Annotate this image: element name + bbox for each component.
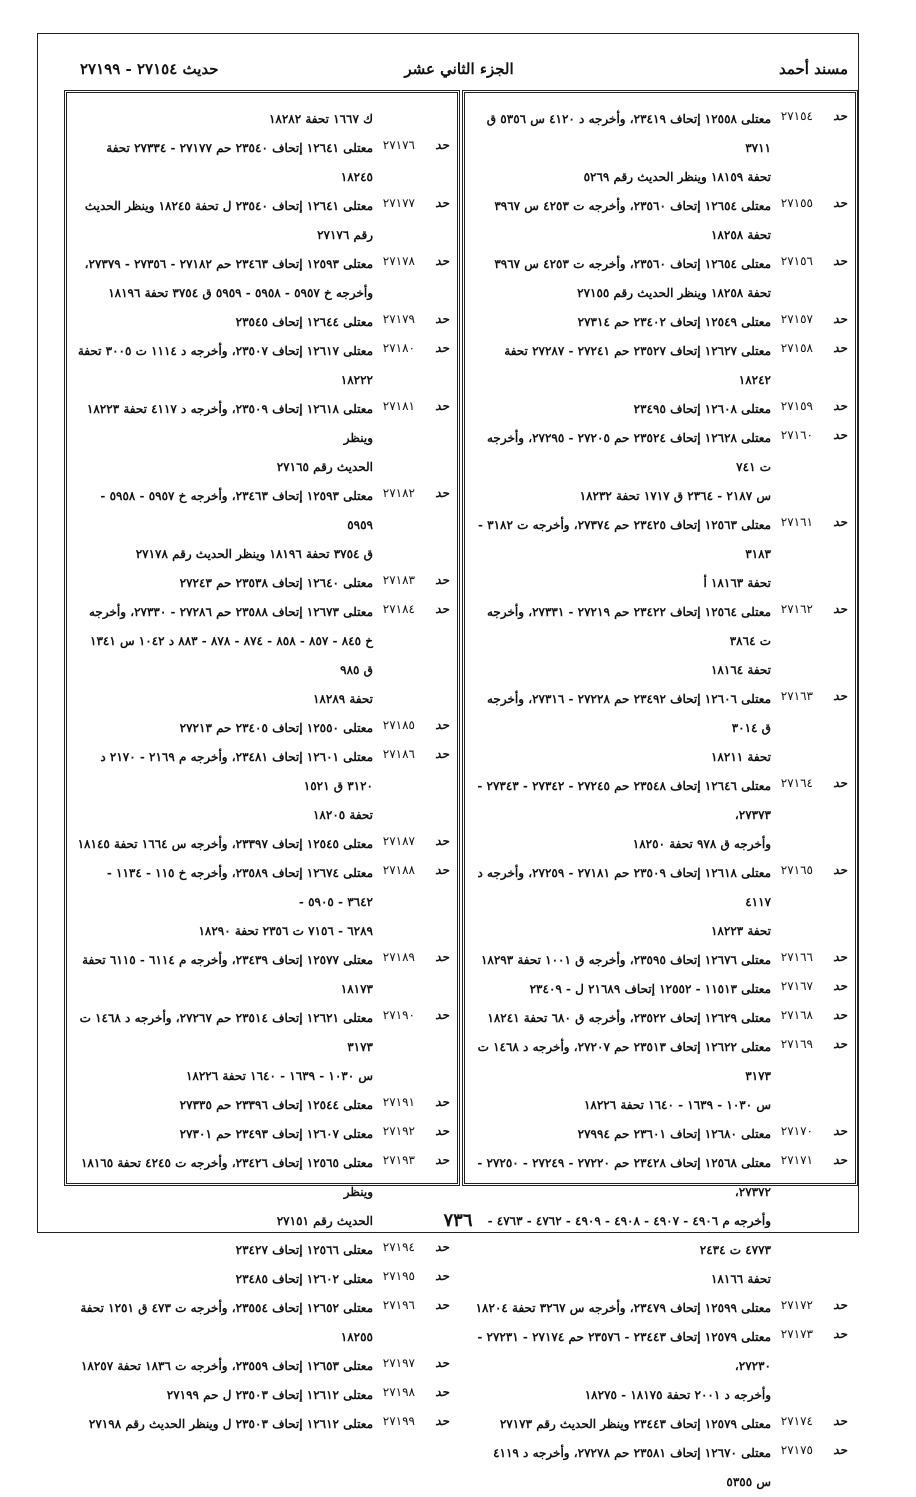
entry-text bbox=[71, 714, 373, 743]
hadith-entry bbox=[469, 1120, 847, 1149]
entry-sigla: حد bbox=[833, 1153, 847, 1167]
entry-line: رقم ٢٧١٧٦ bbox=[317, 228, 373, 242]
entry-sigla: حد bbox=[435, 573, 449, 587]
hadith-entry bbox=[469, 1439, 847, 1497]
entry-sigla: حد bbox=[833, 515, 847, 529]
entry-text bbox=[71, 743, 373, 830]
entry-line: معتلى ١٢٦٥٢ إتحاف ٢٣٥٥٤، وأخرجه ت ٤٧٣ ق ١٢٥١ تحفة ١٨٢٥٥ bbox=[80, 1301, 373, 1344]
entry-number: ٢٧١٨٩ bbox=[382, 950, 415, 964]
entry-line: تحفة ١٨٢٥٨ bbox=[710, 228, 771, 242]
entry-number: ٢٧١٩٩ bbox=[382, 1414, 415, 1428]
entry-line: معتلى ١٢٥٩٣ إتحاف ٢٣٤٦٣ حم ٢٧١٨٢ - ٢٧٣٥٦ - ٢٧٣٧٩، bbox=[84, 257, 373, 271]
entry-number: ٢٧١٧٩ bbox=[382, 312, 415, 326]
hadith-entry bbox=[71, 1004, 449, 1091]
entry-number: ٢٧١٥٩ bbox=[780, 399, 813, 413]
entry-number: ٢٧١٩٨ bbox=[382, 1385, 415, 1399]
entry-line: تحفة ١٨١٦٤ bbox=[710, 663, 771, 677]
entry-text bbox=[469, 395, 771, 424]
entry-sigla: حد bbox=[435, 1269, 449, 1283]
hadith-entry bbox=[469, 395, 847, 424]
hadith-entry bbox=[71, 714, 449, 743]
entry-line: معتلى ١١٥١٣ - ١٢٥٥٢ إتحاف ٢١٦٨٩ ل - ٢٣٤٠٩ bbox=[529, 982, 771, 996]
entry-sigla: حد bbox=[435, 254, 449, 268]
entry-line: معتلى ١٢٦٢٩ إتحاف ٢٣٥٢٢، وأخرجه ق ٦٨٠ تحفة ١٨٢٤١ bbox=[487, 1011, 771, 1025]
entry-sigla: حد bbox=[435, 486, 449, 500]
entry-line: معتلى ١٢٥٥٠ إتحاف ٢٣٤٠٥ حم ٢٧٢١٣ bbox=[179, 721, 373, 735]
entry-text bbox=[469, 685, 771, 772]
hadith-entry bbox=[71, 250, 449, 308]
entry-sigla: حد bbox=[833, 602, 847, 616]
entry-number: ٢٧١٧٧ bbox=[382, 196, 415, 210]
hadith-entry bbox=[71, 1294, 449, 1352]
entry-line: معتلى ١٢٦١٢ إتحاف ٢٣٥٠٣ ل حم ٢٧١٩٩ bbox=[166, 1388, 373, 1402]
hadith-entry bbox=[469, 192, 847, 250]
entry-line: معتلى ١٢٦٢١ إتحاف ٢٣٥١٤ حم ٢٧٢٦٧، وأخرجه د ١٤٦٨ ت ٣١٧٣ bbox=[79, 1011, 373, 1054]
entry-sigla: حد bbox=[435, 950, 449, 964]
hadith-entry bbox=[71, 1236, 449, 1265]
entry-line: معتلى ١٢٥٦٥ إتحاف ٢٣٤٢٦، وأخرجه ت ٤٢٤٥ تحفة ١٨١٦٥ وينظر bbox=[80, 1156, 373, 1199]
entry-line: معتلى ١٢٦٧٦ إتحاف ٢٣٥٩٥، وأخرجه ق ١٠٠١ تحفة ١٨٢٩٣ bbox=[480, 953, 771, 967]
entry-line: معتلى ١٢٥٧٩ إتحاف ٢٣٤٤٣ وينظر الحديث رقم ٢٧١٧٣ bbox=[499, 1417, 771, 1431]
entry-text bbox=[71, 337, 373, 395]
entry-text bbox=[71, 395, 373, 482]
hadith-entry bbox=[71, 859, 449, 946]
hadith-range: حديث ٢٧١٥٤ - ٢٧١٩٩ bbox=[80, 60, 219, 78]
entry-line: معتلى ١٢٦٢٢ إتحاف ٢٣٥١٣ حم ٢٧٢٠٧، وأخرجه د ١٤٦٨ ت ٣١٧٣ bbox=[477, 1040, 771, 1083]
entry-text bbox=[71, 192, 373, 250]
hadith-entry bbox=[469, 250, 847, 308]
entry-line: معتلى ١٢٥٧٧ إتحاف ٢٣٤٣٩، وأخرجه م ٦١١٤ - ٦١١٥ تحفة ١٨١٧٣ bbox=[82, 953, 373, 996]
entry-line: تحفة ١٨٢٥٨ وينظر الحديث رقم ٢٧١٥٥ bbox=[577, 286, 771, 300]
entry-text bbox=[469, 946, 771, 975]
entry-line: ق ٣٧٥٤ تحفة ١٨١٩٦ وينظر الحديث رقم ٢٧١٧٨ bbox=[135, 547, 373, 561]
entry-text bbox=[71, 946, 373, 1004]
entry-number: ٢٧١٩٦ bbox=[382, 1298, 415, 1312]
entry-line: معتلى ١٢٥٦٨ إتحاف ٢٣٤٢٨ حم ٢٧٢٢٠ - ٢٧٢٤٩ - ٢٧٢٥٠ - ٢٧٣٧٢، bbox=[477, 1156, 771, 1199]
entry-number: ٢٧١٧٠ bbox=[780, 1124, 813, 1138]
hadith-entry bbox=[71, 830, 449, 859]
hadith-entry bbox=[469, 511, 847, 598]
right-column bbox=[462, 90, 858, 1489]
hadith-entry bbox=[71, 308, 449, 337]
entry-line: معتلى ١٢٦٠٧ إتحاف ٢٣٤٩٣ حم ٢٧٣٠١ bbox=[179, 1127, 373, 1141]
entry-line: ٦٢٨٩ - ٧١٥٦ ت ٢٣٥٦ تحفة ١٨٢٩٠ bbox=[198, 924, 373, 938]
entry-line: معتلى ١٢٦١٨ إتحاف ٢٣٥٠٩ حم ٢٧١٨١ - ٢٧٢٥٩، وأخرجه د ٤١١٧ bbox=[477, 866, 771, 909]
entry-number: ٢٧١٦١ bbox=[780, 515, 813, 529]
entry-sigla: حد bbox=[833, 1327, 847, 1341]
hadith-entry bbox=[71, 395, 449, 482]
entry-line: وأخرجه د ٢٠٠١ تحفة ١٨١٧٥ - ١٨٢٧٥ bbox=[584, 1388, 771, 1402]
entry-number: ٢٧١٦٥ bbox=[780, 863, 813, 877]
entry-number: ٢٧١٨٢ bbox=[382, 486, 415, 500]
entry-number: ٢٧١٩١ bbox=[382, 1095, 415, 1109]
entry-line: معتلى ١٢٦٠٨ إتحاف ٢٣٤٩٥ bbox=[633, 402, 771, 416]
entry-line: تحفة ١٨٢٢٣ bbox=[710, 924, 771, 938]
entry-number: ٢٧١٥٧ bbox=[780, 312, 813, 326]
entry-line: معتلى ١٢٥٦٤ إتحاف ٢٣٤٢٢ حم ٢٧٢١٩ - ٢٧٣٣١، وأخرجه ت ٣٨٦٤ bbox=[487, 605, 771, 648]
entry-text bbox=[71, 1294, 373, 1352]
entry-line: تحفة ١٨١٥٩ وينظر الحديث رقم ٥٢٦٩ bbox=[583, 170, 771, 184]
entry-sigla: حد bbox=[833, 689, 847, 703]
entry-line: معتلى ١٢٦٠٦ إتحاف ٢٣٤٩٢ حم ٢٧٢٢٨ - ٢٧٣١٦، وأخرجه ق ٣٠١٤ bbox=[487, 692, 771, 735]
hadith-entry bbox=[469, 337, 847, 395]
entry-text bbox=[469, 975, 771, 1004]
entry-number: ٢٧١٧٦ bbox=[382, 138, 415, 152]
hadith-entry bbox=[469, 598, 847, 685]
hadith-entry bbox=[71, 1091, 449, 1120]
hadith-entry bbox=[469, 1323, 847, 1410]
hadith-entry bbox=[71, 946, 449, 1004]
hadith-entry bbox=[71, 482, 449, 569]
entry-line: معتلى ١٢٦٠١ إتحاف ٢٣٤٨١، وأخرجه م ٢١٦٩ - ٢١٧٠ د ٣١٢٠ ق ١٥٢١ bbox=[100, 750, 373, 793]
entry-text bbox=[469, 337, 771, 395]
entry-line: معتلى ١٢٦٧٤ إتحاف ٢٣٥٨٩، وأخرجه خ ١١٥ - ١١٣٤ - ٣٦٤٢ - ٥٩٠٥ - bbox=[106, 866, 373, 909]
entry-sigla: حد bbox=[435, 138, 449, 152]
entry-sigla: حد bbox=[833, 776, 847, 790]
entry-number: ٢٧١٨٤ bbox=[382, 602, 415, 616]
entry-number: ٢٧١٧٨ bbox=[382, 254, 415, 268]
entry-text bbox=[469, 250, 771, 308]
entry-number: ٢٧١٩٤ bbox=[382, 1240, 415, 1254]
entry-sigla: حد bbox=[435, 1240, 449, 1254]
entry-text bbox=[71, 569, 373, 598]
hadith-entry bbox=[71, 743, 449, 830]
hadith-entry bbox=[469, 1033, 847, 1120]
entry-text bbox=[469, 192, 771, 250]
hadith-entry bbox=[469, 105, 847, 192]
entry-number: ٢٧١٨٣ bbox=[382, 573, 415, 587]
entry-number: ٢٧١٨٧ bbox=[382, 834, 415, 848]
page-number: ٧٣٦ bbox=[443, 1210, 473, 1231]
hadith-entry bbox=[71, 1410, 449, 1439]
entry-line: معتلى ١٢٥٥٨ إتحاف ٢٣٤١٩، وأخرجه د ٤١٢٠ س ٥٣٥٦ ق ٣٧١١ bbox=[486, 112, 771, 155]
entry-text bbox=[469, 308, 771, 337]
entry-text bbox=[469, 511, 771, 598]
entry-number: ٢٧١٩٠ bbox=[382, 1008, 415, 1022]
entry-line: وأخرجه م ٤٩٠٦ - ٤٩٠٧ - ٤٩٠٨ - ٤٩٠٩ - ٤٧٦٢ - ٤٧٦٣ - ٤٧٧٣ ت ٢٤٣٤ bbox=[487, 1214, 771, 1257]
entry-sigla: حد bbox=[833, 428, 847, 442]
entry-line: معتلى ١٢٦٤٦ إتحاف ٢٣٥٤٨ حم ٢٧٢٤٥ - ٢٧٣٤٢ - ٢٧٣٤٣ - ٢٧٣٧٣، bbox=[477, 779, 771, 822]
entry-number: ٢٧١٩٥ bbox=[382, 1269, 415, 1283]
entry-sigla: حد bbox=[435, 1414, 449, 1428]
entry-sigla: حد bbox=[435, 718, 449, 732]
entry-line: الحديث رقم ٢٧١٥١ bbox=[276, 1214, 373, 1228]
entry-sigla: حد bbox=[435, 747, 449, 761]
entry-sigla: حد bbox=[435, 1124, 449, 1138]
entry-number: ٢٧١٥٦ bbox=[780, 254, 813, 268]
entry-number: ٢٧١٥٤ bbox=[780, 109, 813, 123]
entry-line: معتلى ١٢٥٩٩ إتحاف ٢٣٤٧٩، وأخرجه س ٣٢٦٧ تحفة ١٨٢٠٤ bbox=[475, 1301, 771, 1315]
entry-line: تحفة ١٨٢٠٥ bbox=[312, 808, 373, 822]
hadith-entry bbox=[469, 1410, 847, 1439]
entry-sigla: حد bbox=[435, 1298, 449, 1312]
entry-number: ٢٧١٧٢ bbox=[780, 1298, 813, 1312]
entry-number: ٢٧١٩٢ bbox=[382, 1124, 415, 1138]
entry-number: ٢٧١٧١ bbox=[780, 1153, 813, 1167]
entry-line: الحديث رقم ٢٧١٦٥ bbox=[276, 460, 373, 474]
entry-text bbox=[469, 105, 771, 192]
hadith-entry bbox=[469, 1004, 847, 1033]
entry-sigla: حد bbox=[833, 1298, 847, 1312]
entry-sigla: حد bbox=[435, 602, 449, 616]
hadith-entry bbox=[469, 308, 847, 337]
entry-number: ٢٧١٩٣ bbox=[382, 1153, 415, 1167]
entry-line: معتلى ١٢٦٤٤ إتحاف ٢٣٥٤٥ bbox=[235, 315, 373, 329]
entry-line: معتلى ١٢٥٩٣ إتحاف ٢٣٤٦٣، وأخرجه خ ٥٩٥٧ - ٥٩٥٨ - ٥٩٥٩ bbox=[100, 489, 373, 532]
entry-text bbox=[71, 859, 373, 946]
entry-line: معتلى ١٢٥٧٩ إتحاف ٢٣٤٤٣ - ٢٣٥٧٦ حم ٢٧١٧٤ - ٢٧٢٣١ - ٢٧٢٣٠، bbox=[477, 1330, 771, 1373]
entry-sigla: حد bbox=[833, 863, 847, 877]
entry-line: معتلى ١٢٦٤٠ إتحاف ٢٣٥٣٨ حم ٢٧٢٤٣ bbox=[179, 576, 373, 590]
hadith-entry bbox=[71, 1120, 449, 1149]
entry-sigla: حد bbox=[435, 1356, 449, 1370]
hadith-entry bbox=[71, 1381, 449, 1410]
entry-line: معتلى ١٢٦٥٣ إتحاف ٢٣٥٥٩، وأخرجه ت ١٨٣٦ تحفة ١٨٢٥٧ bbox=[80, 1359, 373, 1373]
entry-line: س ١٠٣٠ - ١٦٣٩ - ١٦٤٠ تحفة ١٨٢٢٦ bbox=[185, 1069, 373, 1083]
entry-number: ٢٧١٥٥ bbox=[780, 196, 813, 210]
entry-sigla: حد bbox=[833, 979, 847, 993]
entry-text bbox=[469, 1439, 771, 1497]
right-column-entries bbox=[465, 93, 855, 1497]
book-title: مسند أحمد bbox=[778, 60, 848, 78]
entry-text bbox=[469, 859, 771, 946]
entry-text bbox=[469, 772, 771, 859]
hadith-entry bbox=[469, 1294, 847, 1323]
hadith-entry bbox=[469, 424, 847, 511]
entry-sigla: حد bbox=[435, 1008, 449, 1022]
hadith-entry bbox=[71, 598, 449, 714]
entry-sigla: حد bbox=[435, 1095, 449, 1109]
entry-line: معتلى ١٢٦٥٤ إتحاف ٢٣٥٦٠، وأخرجه ت ٤٢٥٣ س ٣٩٦٧ bbox=[494, 257, 771, 271]
entry-line: معتلى ١٢٦٤١ إتحاف ٢٣٥٤٠ حم ٢٧١٧٧ - ٢٧٣٣٤ تحفة ١٨٢٤٥ bbox=[106, 141, 373, 184]
entry-number: ٢٧١٧٤ bbox=[780, 1414, 813, 1428]
entry-text bbox=[469, 1294, 771, 1323]
entry-line: تحفة ١٨٢٨٩ bbox=[312, 692, 373, 706]
entry-line: س ١٠٣٠ - ١٦٣٩ - ١٦٤٠ تحفة ١٨٢٢٦ bbox=[583, 1098, 771, 1112]
entry-sigla: حد bbox=[435, 196, 449, 210]
hadith-entry bbox=[469, 685, 847, 772]
entry-line: معتلى ١٢٥٤٤ إتحاف ٢٣٣٩٦ حم ٢٧٣٣٥ bbox=[179, 1098, 373, 1112]
entry-text bbox=[469, 424, 771, 511]
entry-line: معتلى ١٢٦٨٠ إتحاف ٢٣٦٠١ حم ٢٧٩٩٤ bbox=[577, 1127, 771, 1141]
entry-text bbox=[71, 250, 373, 308]
entry-sigla: حد bbox=[833, 341, 847, 355]
page-header bbox=[70, 60, 848, 88]
hadith-entry bbox=[469, 772, 847, 859]
entry-number: ٢٧١٦٤ bbox=[780, 776, 813, 790]
entry-line: معتلى ١٢٦٧٠ إتحاف ٢٣٥٨١ حم ٢٧٢٧٨، وأخرجه د ٤١١٩ س ٥٣٥٥ bbox=[493, 1446, 771, 1489]
entry-line: تحفة ١٨٢١١ bbox=[710, 750, 771, 764]
entry-sigla: حد bbox=[435, 1385, 449, 1399]
entry-text bbox=[469, 1004, 771, 1033]
entry-line: وأخرجه ق ٩٧٨ تحفة ١٨٢٥٠ bbox=[632, 837, 771, 851]
entry-line: معتلى ١٢٦٥٤ إتحاف ٢٣٥٦٠، وأخرجه ت ٤٢٥٣ س ٣٩٦٧ bbox=[494, 199, 771, 213]
entry-line: معتلى ١٢٥٤٥ إتحاف ٢٣٣٩٧، وأخرجه س ١٦٦٤ تحفة ١٨١٤٥ bbox=[77, 837, 373, 851]
entry-line: معتلى ١٢٦١٨ إتحاف ٢٣٥٠٩، وأخرجه د ٤١١٧ تحفة ١٨٢٢٣ وينظر bbox=[86, 402, 373, 445]
entry-line: تحفة ١٨١٦٣ أ bbox=[703, 576, 771, 590]
entry-text bbox=[71, 1352, 373, 1381]
entry-line: معتلى ١٢٦٢٨ إتحاف ٢٣٥٢٤ حم ٢٧٢٠٥ - ٢٧٢٩٥، وأخرجه ت ٧٤١ bbox=[487, 431, 771, 474]
entry-line: معتلى ١٢٦٧٣ إتحاف ٢٣٥٨٨ حم ٢٧٢٨٦ - ٢٧٣٣٠، وأخرجه bbox=[89, 605, 373, 619]
entry-line: س ٢١٨٧ - ٢٣٦٤ ق ١٧١٧ تحفة ١٨٢٣٢ bbox=[579, 489, 771, 503]
hadith-entry bbox=[469, 859, 847, 946]
entry-sigla: حد bbox=[435, 1153, 449, 1167]
entry-number: ٢٧١٦٦ bbox=[780, 950, 813, 964]
entry-line: معتلى ١٢٥٤٩ إتحاف ٢٣٤٠٢ حم ٢٧٣١٤ bbox=[577, 315, 771, 329]
entry-line: تحفة ١٨١٦٦ bbox=[710, 1272, 771, 1286]
hadith-entry bbox=[71, 1352, 449, 1381]
entry-sigla: حد bbox=[833, 1124, 847, 1138]
entry-line: وأخرجه خ ٥٩٥٧ - ٥٩٥٨ - ٥٩٥٩ ق ٣٧٥٤ تحفة ١٨١٩٦ bbox=[108, 286, 373, 300]
entry-sigla: حد bbox=[833, 1037, 847, 1051]
entry-sigla: حد bbox=[833, 109, 847, 123]
entry-line: معتلى ١٢٦١٢ إتحاف ٢٣٥٠٣ ل وينظر الحديث رقم ٢٧١٩٨ bbox=[88, 1417, 373, 1431]
entry-sigla: حد bbox=[435, 312, 449, 326]
entry-text bbox=[71, 308, 373, 337]
entry-number: ٢٧١٧٥ bbox=[780, 1443, 813, 1457]
entry-number: ٢٧١٦٩ bbox=[780, 1037, 813, 1051]
hadith-entry bbox=[71, 134, 449, 192]
entry-sigla: حد bbox=[833, 1443, 847, 1457]
entry-line: خ ٨٤٥ - ٨٥٧ - ٨٥٨ - ٨٧٤ - ٨٧٨ - ٨٨٣ د ١٠٤٢ س ١٣٤١ ق ٩٨٥ bbox=[90, 634, 373, 677]
entry-text bbox=[469, 1120, 771, 1149]
entry-text bbox=[71, 830, 373, 859]
entry-sigla: حد bbox=[435, 863, 449, 877]
continuation-text: ك ١٦٦٧ تحفة ١٨٢٨٢ bbox=[268, 112, 373, 126]
volume-title: الجزء الثاني عشر bbox=[404, 60, 514, 78]
entry-number: ٢٧١٨٠ bbox=[382, 341, 415, 355]
hadith-entry bbox=[71, 569, 449, 598]
entry-text bbox=[71, 482, 373, 569]
hadith-entry bbox=[469, 946, 847, 975]
entry-sigla: حد bbox=[833, 399, 847, 413]
entry-sigla: حد bbox=[435, 399, 449, 413]
entry-line: معتلى ١٢٥٦٣ إتحاف ٢٣٤٢٥ حم ٢٧٣٧٤، وأخرجه ت ٣١٨٢ - ٣١٨٣ bbox=[477, 518, 771, 561]
entry-number: ٢٧١٨٦ bbox=[382, 747, 415, 761]
entry-number: ٢٧١٨٨ bbox=[382, 863, 415, 877]
entry-number: ٢٧١٦٨ bbox=[780, 1008, 813, 1022]
entry-text bbox=[71, 1091, 373, 1120]
entry-number: ٢٧١٨١ bbox=[382, 399, 415, 413]
left-column-entries bbox=[67, 93, 457, 1439]
entry-text bbox=[469, 598, 771, 685]
entry-text bbox=[71, 1381, 373, 1410]
entry-text bbox=[71, 1120, 373, 1149]
entry-number: ٢٧١٩٧ bbox=[382, 1356, 415, 1370]
entry-sigla: حد bbox=[833, 254, 847, 268]
entry-sigla: حد bbox=[833, 1414, 847, 1428]
entry-text bbox=[71, 134, 373, 192]
continuation-line bbox=[71, 105, 449, 134]
entry-text bbox=[469, 1323, 771, 1410]
entry-number: ٢٧١٦٧ bbox=[780, 979, 813, 993]
entry-number: ٢٧١٨٥ bbox=[382, 718, 415, 732]
entry-text bbox=[71, 1410, 373, 1439]
entry-line: معتلى ١٢٦١٧ إتحاف ٢٣٥٠٧، وأخرجه د ١١١٤ ت ٣٠٠٥ تحفة ١٨٢٢٢ bbox=[77, 344, 373, 387]
entry-line: معتلى ١٢٦٤١ إتحاف ٢٣٥٤٠ ل تحفة ١٨٢٤٥ وينظر الحديث bbox=[84, 199, 373, 213]
entry-number: ٢٧١٦٣ bbox=[780, 689, 813, 703]
entry-text bbox=[71, 1236, 373, 1265]
entry-number: ٢٧١٧٣ bbox=[780, 1327, 813, 1341]
entry-line: معتلى ١٢٥٦٦ إتحاف ٢٣٤٢٧ bbox=[235, 1243, 373, 1257]
entry-number: ٢٧١٥٨ bbox=[780, 341, 813, 355]
hadith-entry bbox=[71, 192, 449, 250]
entry-sigla: حد bbox=[833, 950, 847, 964]
entry-sigla: حد bbox=[833, 196, 847, 210]
hadith-entry bbox=[71, 337, 449, 395]
entry-text bbox=[71, 598, 373, 714]
entry-number: ٢٧١٦٠ bbox=[780, 428, 813, 442]
entry-text bbox=[469, 1033, 771, 1120]
entry-sigla: حد bbox=[435, 834, 449, 848]
entry-text bbox=[469, 1410, 771, 1439]
entry-line: معتلى ١٢٦٠٢ إتحاف ٢٣٤٨٥ bbox=[235, 1272, 373, 1286]
entry-sigla: حد bbox=[435, 341, 449, 355]
entry-line: معتلى ١٢٦٢٧ إتحاف ٢٣٥٢٧ حم ٢٧٢٤١ - ٢٧٢٨٧ تحفة ١٨٢٤٢ bbox=[504, 344, 771, 387]
entry-sigla: حد bbox=[833, 312, 847, 326]
entry-text bbox=[71, 1004, 373, 1091]
entry-number: ٢٧١٦٢ bbox=[780, 602, 813, 616]
entry-sigla: حد bbox=[833, 1008, 847, 1022]
hadith-entry bbox=[469, 975, 847, 1004]
